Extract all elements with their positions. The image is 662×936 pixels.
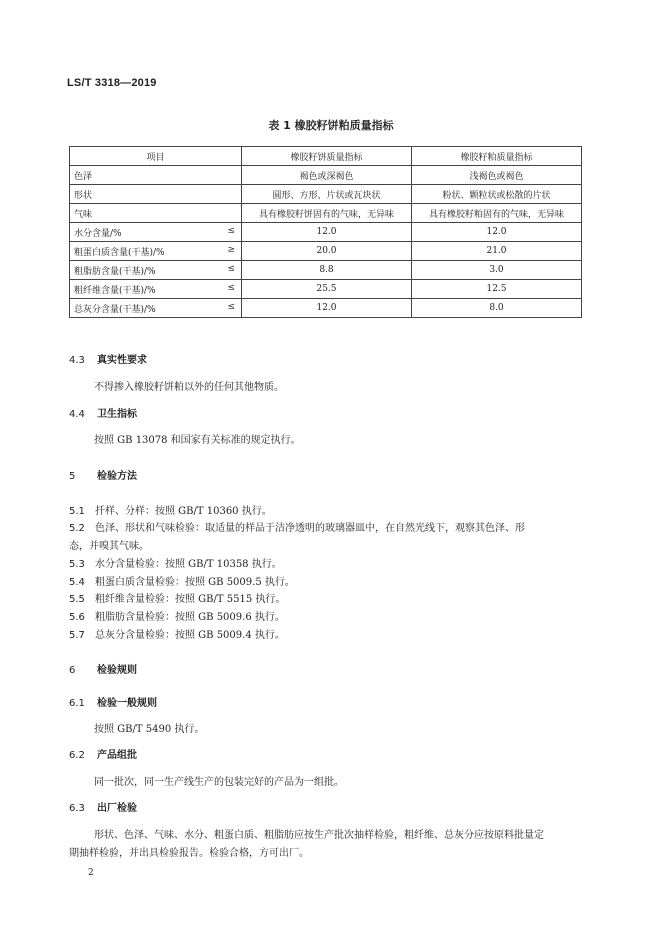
meal-value: 12.5: [412, 280, 582, 299]
row-item: 气味: [70, 204, 242, 223]
table-row: [70, 261, 582, 280]
section-6-1-text: 按照 GB/T 5490 执行。: [94, 724, 205, 735]
table-row: [70, 299, 582, 318]
meal-value: 浅褐色或褐色: [412, 166, 582, 185]
cake-value: 12.0: [242, 223, 412, 242]
standard-code-header: LS/T 3318—2019: [67, 77, 157, 89]
row-item: 总灰分含量(干基)/% ≤: [70, 299, 242, 318]
comparison-symbol: ≤: [227, 264, 235, 274]
row-item: 形状: [70, 185, 242, 204]
row-item: 水分含量/% ≤: [70, 223, 242, 242]
meal-value: 具有橡胶籽粕固有的气味，无异味: [412, 204, 582, 223]
section-6-2-heading: 6.2 产品组批: [69, 750, 137, 761]
meal-value: 粉状、颗粒状或松散的片状: [412, 185, 582, 204]
list-item: 5.6 粗脂肪含量检验：按照 GB 5009.6 执行。: [69, 612, 285, 623]
meal-value: 3.0: [412, 261, 582, 280]
cake-value: 8.8: [242, 261, 412, 280]
list-item: 5.1 扦样、分样：按照 GB/T 10360 执行。: [69, 506, 272, 517]
cake-value: 20.0: [242, 242, 412, 261]
cake-value: 圆形、方形、片状或瓦块状: [242, 185, 412, 204]
section-6-2-text: 同一批次，同一生产线生产的包装完好的产品为一组批。: [94, 777, 344, 788]
page-number: 2: [88, 868, 94, 878]
section-6-heading: 6 检验规则: [69, 665, 137, 676]
section-4-4-heading: 4.4 卫生指标: [69, 409, 137, 420]
column-header-cake: 橡胶籽饼质量指标: [242, 147, 412, 166]
list-item: 5.7 总灰分含量检验：按照 GB 5009.4 执行。: [69, 630, 285, 641]
section-6-3-text-continuation: 期抽样检验，并出具检验报告。检验合格，方可出厂。: [69, 848, 309, 859]
comparison-symbol: ≤: [227, 302, 235, 312]
cake-value: 褐色或深褐色: [242, 166, 412, 185]
section-6-3-text: 形状、色泽、气味、水分、粗蛋白质、粗脂肪应按生产批次抽样检验，粗纤维、总灰分应按原料批量定: [94, 830, 544, 841]
meal-value: 21.0: [412, 242, 582, 261]
table-row: [70, 204, 582, 223]
section-4-4-text: 按照 GB 13078 和国家有关标准的规定执行。: [94, 435, 301, 446]
table-header-row: [70, 147, 582, 166]
cake-value: 12.0: [242, 299, 412, 318]
cake-value: 具有橡胶籽饼固有的气味，无异味: [242, 204, 412, 223]
table-caption: 表 1 橡胶籽饼粕质量指标: [268, 119, 394, 132]
comparison-symbol: ≤: [227, 283, 235, 293]
table-row: [70, 185, 582, 204]
meal-value: 8.0: [412, 299, 582, 318]
list-item: 5.3 水分含量检验：按照 GB/T 10358 执行。: [69, 559, 282, 570]
section-6-1-heading: 6.1 检验一般规则: [69, 698, 157, 709]
row-item: 粗纤维含量(干基)/% ≤: [70, 280, 242, 299]
list-item: 5.4 粗蛋白质含量检验：按照 GB 5009.5 执行。: [69, 577, 295, 588]
comparison-symbol: ≤: [227, 226, 235, 236]
table-row: [70, 242, 582, 261]
section-6-3-heading: 6.3 出厂检验: [69, 803, 137, 814]
section-4-3-text: 不得掺入橡胶籽饼粕以外的任何其他物质。: [94, 382, 284, 393]
row-item: 粗蛋白质含量(干基)/% ≥: [70, 242, 242, 261]
section-5-heading: 5 检验方法: [69, 471, 137, 482]
cake-value: 25.5: [242, 280, 412, 299]
comparison-symbol: ≥: [227, 245, 235, 255]
table-row: [70, 166, 582, 185]
column-header-item: 项目: [70, 147, 242, 166]
table-row: [70, 280, 582, 299]
column-header-meal: 橡胶籽粕质量指标: [412, 147, 582, 166]
row-item: 色泽: [70, 166, 242, 185]
meal-value: 12.0: [412, 223, 582, 242]
list-item-continuation: 态，并嗅其气味。: [69, 541, 149, 552]
list-item: 5.2 色泽、形状和气味检验：取适量的样品于洁净透明的玻璃器皿中，在自然光线下，观察其色泽、形: [69, 523, 525, 534]
quality-index-table: [69, 146, 582, 318]
row-item: 粗脂肪含量(干基)/% ≤: [70, 261, 242, 280]
section-4-3-heading: 4.3 真实性要求: [69, 355, 147, 366]
list-item: 5.5 粗纤维含量检验：按照 GB/T 5515 执行。: [69, 594, 286, 605]
table-row: [70, 223, 582, 242]
